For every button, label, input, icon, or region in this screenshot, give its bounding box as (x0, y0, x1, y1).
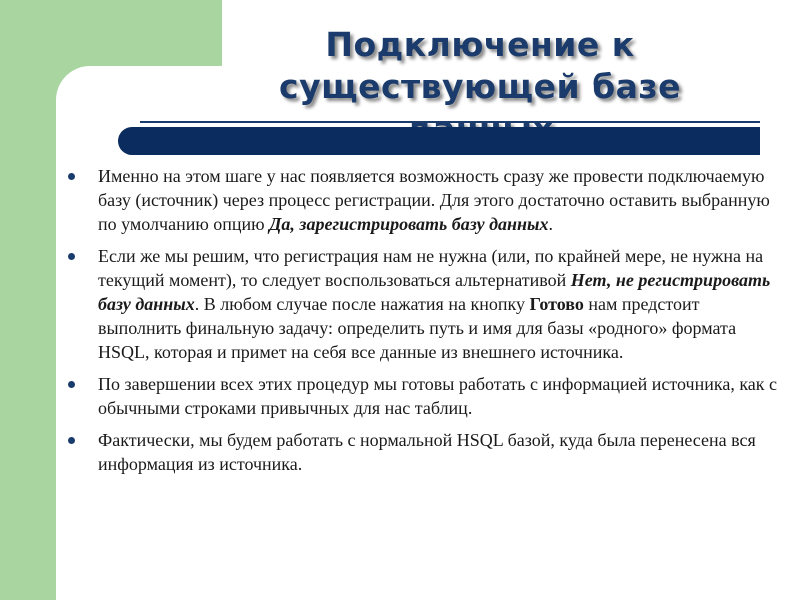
finish-button-name: Готово (529, 294, 584, 314)
title-line-1: Подключение к (325, 25, 635, 64)
title-underline-thin (140, 121, 760, 123)
bullet-dot-icon (68, 381, 75, 388)
bullet-dot-icon (68, 173, 75, 180)
bullet-dot-icon (68, 253, 75, 260)
bullet-list (66, 164, 786, 484)
list-item: По завершении всех этих процедур мы готовы работать с информацией источника, как с обычными строками привычных для нас таблиц. (66, 372, 786, 420)
list-item: Если же мы решим, что регистрация нам не нужна (или, по крайней мере, не нужна на текущий момент), то следует воспользоваться альтернативой Нет, не регистрировать базу данных. В любом случае после нажатия на кнопку Готово нам предстоит выполнить финальную задачу: определить путь и имя для базы «родного» формата HSQL, которая и примет на себя все данные из внешнего источника. (66, 244, 786, 364)
title-underline-bar (118, 127, 760, 155)
bullet-dot-icon (68, 437, 75, 444)
green-decor-corner (0, 0, 222, 66)
title-line-2: существующей базе (279, 67, 681, 106)
list-item: Именно на этом шаге у нас появляется возможность сразу же провести подключаемую базу (источник) через процесс регистрации. Для этого достаточно оставить выбранную по умолчанию опцию Да, зарегистрировать базу данных. (66, 164, 786, 236)
list-item: Фактически, мы будем работать с нормальной HSQL базой, куда была перенесена вся информация из источника. (66, 428, 786, 476)
option-yes-register: Да, зарегистрировать базу данных (269, 214, 549, 234)
option-no-register: Нет, не регистрировать базу данных (98, 270, 771, 314)
